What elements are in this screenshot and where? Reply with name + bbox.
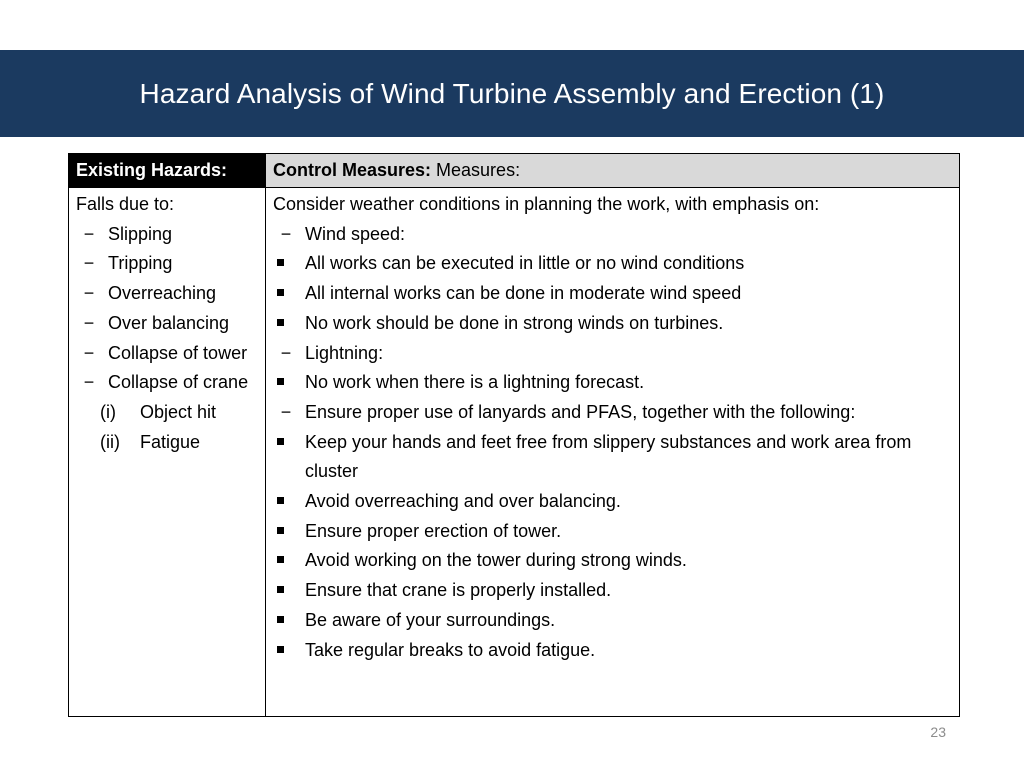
dash-marker: −: [83, 283, 95, 304]
measure-item: [273, 368, 955, 398]
hazards-cell: [76, 190, 262, 457]
square-bullet-icon: [277, 586, 284, 593]
measure-text: Ensure that crane is properly installed.: [305, 580, 612, 601]
hazard-item: [76, 279, 262, 309]
hazards-intro: Falls due to:: [76, 194, 175, 214]
measure-item: [273, 636, 955, 666]
measure-text: All internal works can be done in moderate wind speed: [305, 283, 742, 304]
measure-item: [273, 428, 955, 487]
crane-sub-text: Object hit: [140, 401, 217, 422]
column-divider: [265, 188, 266, 716]
hazard-item: [76, 339, 262, 369]
header-control-measures-bold: Control Measures:: [273, 160, 432, 180]
dash-marker: −: [280, 401, 292, 422]
slide-title: Hazard Analysis of Wind Turbine Assembly and Erection (1): [139, 77, 885, 109]
page-number: 23: [930, 724, 946, 740]
header-existing-hazards: Existing Hazards:: [69, 154, 266, 188]
hazard-item: [76, 309, 262, 339]
measure-text: Wind speed:: [305, 223, 406, 244]
hazard-table: [68, 153, 960, 717]
square-bullet-icon: [277, 438, 284, 445]
dash-marker: −: [83, 223, 95, 244]
measure-item: [273, 517, 955, 547]
measures-cell: [273, 190, 955, 665]
hazard-item: [76, 220, 262, 250]
header-control-measures: [266, 154, 959, 188]
measure-text: Avoid working on the tower during strong winds.: [305, 550, 687, 571]
measure-text: Ensure proper erection of tower.: [305, 520, 562, 541]
hazard-text: Over balancing: [108, 312, 230, 333]
dash-marker: −: [280, 223, 292, 244]
header-control-measures-rest: Measures:: [431, 160, 521, 180]
dash-marker: −: [83, 372, 95, 393]
hazard-item: [76, 368, 262, 398]
hazard-text: Slipping: [108, 223, 173, 244]
measure-item: [273, 339, 955, 369]
measure-item: [273, 309, 955, 339]
measure-text: All works can be executed in little or no wind conditions: [305, 253, 745, 274]
measure-text: Ensure proper use of lanyards and PFAS, together with the following:: [305, 401, 856, 422]
crane-sub-list: [76, 398, 262, 457]
measure-item: [273, 576, 955, 606]
title-bar: [0, 50, 1024, 137]
measure-list: [273, 220, 955, 666]
square-bullet-icon: [277, 259, 284, 266]
square-bullet-icon: [277, 289, 284, 296]
dash-marker: −: [83, 253, 95, 274]
hazard-text: Tripping: [108, 253, 173, 274]
hazard-item: [76, 249, 262, 279]
measure-item: [273, 279, 955, 309]
hazard-text: Overreaching: [108, 283, 217, 304]
measure-item: [273, 606, 955, 636]
dash-marker: −: [83, 312, 95, 333]
measure-text: No work when there is a lightning forecast.: [305, 372, 645, 393]
measures-intro: Consider weather conditions in planning the work, with emphasis on:: [273, 194, 820, 214]
hazard-list: [76, 220, 262, 398]
dash-marker: −: [83, 342, 95, 363]
crane-sub-item: [76, 428, 262, 458]
measure-text: Be aware of your surroundings.: [305, 609, 556, 630]
measure-text: Take regular breaks to avoid fatigue.: [305, 639, 596, 660]
measure-item: [273, 546, 955, 576]
square-bullet-icon: [277, 497, 284, 504]
square-bullet-icon: [277, 556, 284, 563]
square-bullet-icon: [277, 616, 284, 623]
square-bullet-icon: [277, 646, 284, 653]
measure-text: Avoid overreaching and over balancing.: [305, 491, 621, 512]
measure-item: [273, 249, 955, 279]
square-bullet-icon: [277, 378, 284, 385]
measure-text: Lightning:: [305, 342, 384, 363]
crane-sub-text: Fatigue: [140, 431, 201, 452]
measure-item: [273, 487, 955, 517]
crane-sub-item: [76, 398, 262, 428]
square-bullet-icon: [277, 319, 284, 326]
roman-marker: (i): [100, 401, 116, 422]
measure-text: Keep your hands and feet free from slippery substances and work area from cluster: [305, 431, 912, 482]
dash-marker: −: [280, 342, 292, 363]
measure-item: [273, 398, 955, 428]
hazard-text: Collapse of tower: [108, 342, 248, 363]
measure-item: [273, 220, 955, 250]
roman-marker: (ii): [100, 431, 120, 452]
hazard-text: Collapse of crane: [108, 372, 249, 393]
square-bullet-icon: [277, 527, 284, 534]
measure-text: No work should be done in strong winds on turbines.: [305, 312, 724, 333]
